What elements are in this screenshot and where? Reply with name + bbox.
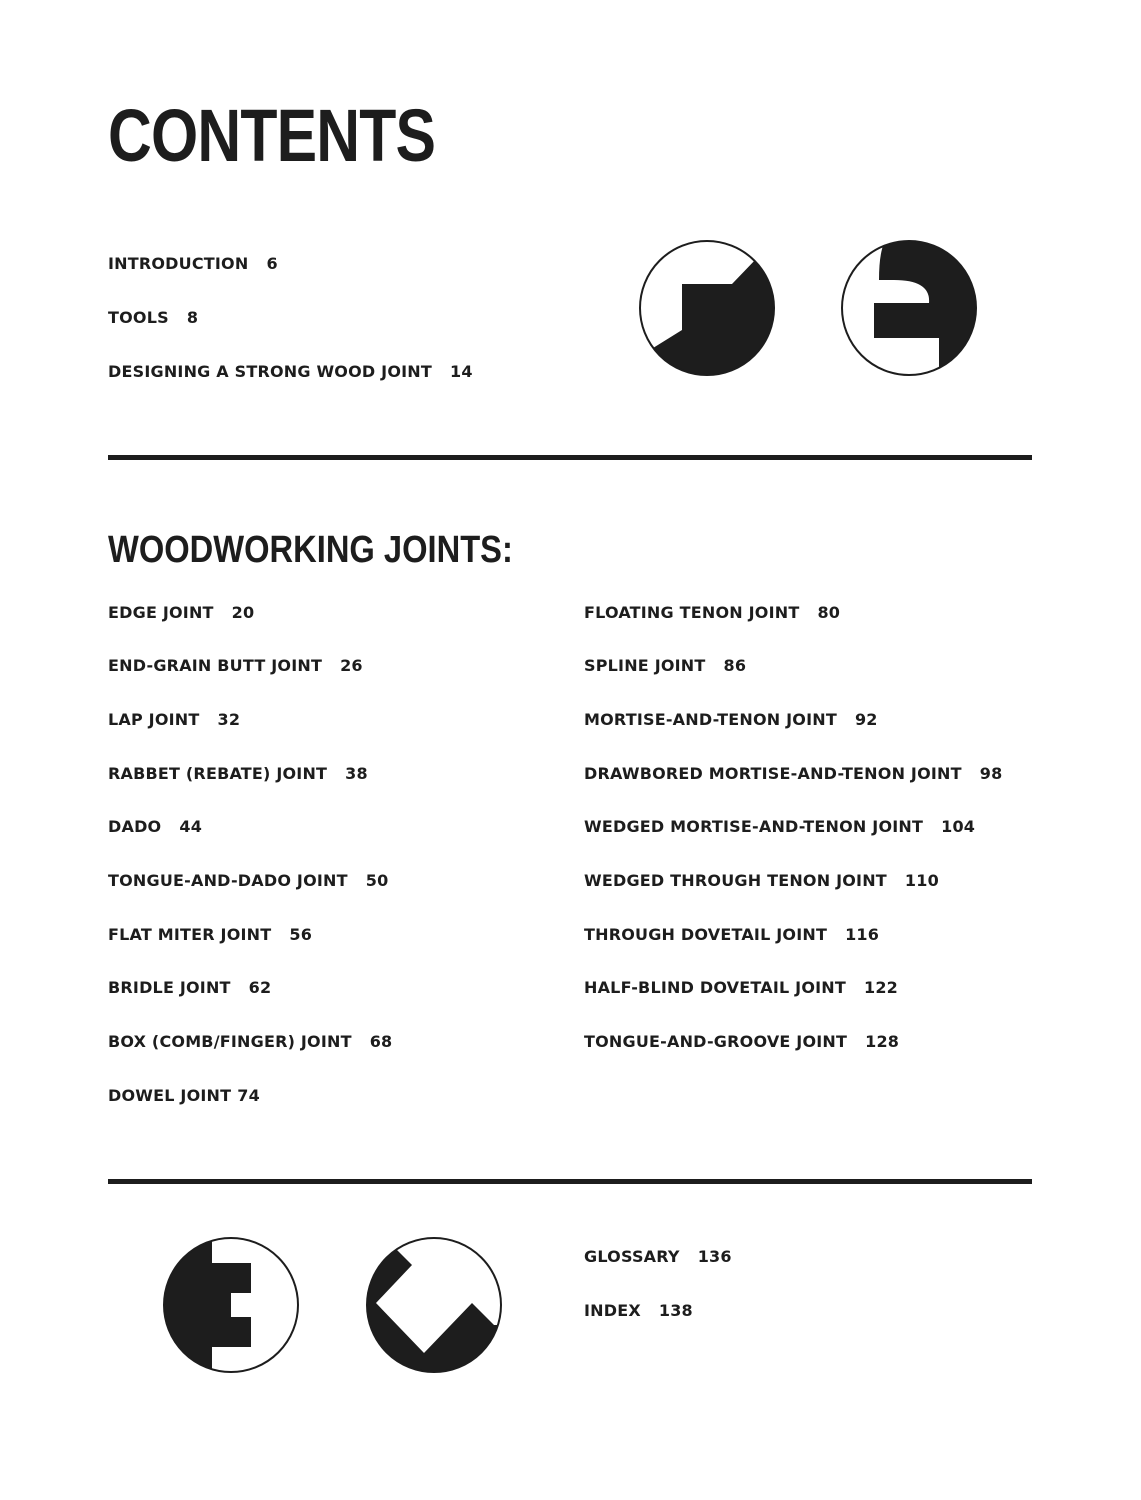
toc-entry-page: 136 <box>697 1247 732 1266</box>
toc-entry-label: EDGE JOINT <box>108 603 214 622</box>
toc-entry-wedged-mortise-and-tenon-joint[interactable] <box>584 817 975 837</box>
toc-entry-label: INTRODUCTION <box>108 254 249 273</box>
toc-entry-page: 86 <box>723 656 747 675</box>
toc-entry-label: THROUGH DOVETAIL JOINT <box>584 925 828 944</box>
toc-entry-flat-miter-joint[interactable] <box>108 925 312 945</box>
toc-entry-page: 92 <box>854 710 878 729</box>
toc-entry-tongue-and-dado-joint[interactable] <box>108 871 388 891</box>
section-divider <box>108 1179 1032 1184</box>
rabbet-joint-icon <box>637 238 777 378</box>
toc-entry-label: INDEX <box>584 1301 641 1320</box>
toc-entry-tongue-and-groove-joint[interactable] <box>584 1032 899 1052</box>
toc-entry-end-grain-butt-joint[interactable] <box>108 656 363 676</box>
toc-entry-label: WEDGED THROUGH TENON JOINT <box>584 871 887 890</box>
toc-entry-page: 6 <box>266 254 278 273</box>
toc-entry-label: GLOSSARY <box>584 1247 680 1266</box>
toc-entry-page: 128 <box>865 1032 900 1051</box>
toc-entry-label: SPLINE JOINT <box>584 656 706 675</box>
toc-entry-floating-tenon-joint[interactable] <box>584 603 840 623</box>
toc-entry-label: RABBET (REBATE) JOINT <box>108 764 328 783</box>
toc-entry-label: DRAWBORED MORTISE-AND-TENON JOINT <box>584 764 962 783</box>
toc-entry-page: 110 <box>904 871 939 890</box>
toc-entry-page: 50 <box>365 871 389 890</box>
toc-entry-dowel-joint[interactable] <box>108 1086 260 1106</box>
toc-entry-mortise-and-tenon-joint[interactable] <box>584 710 878 730</box>
toc-entry-introduction[interactable] <box>108 254 278 274</box>
toc-entry-page: 116 <box>845 925 880 944</box>
tongue-joint-icon <box>839 238 979 378</box>
toc-entry-label: WEDGED MORTISE-AND-TENON JOINT <box>584 817 924 836</box>
toc-entry-label: DOWEL JOINT <box>108 1086 232 1105</box>
toc-entry-page: 74 <box>237 1086 260 1105</box>
toc-entry-tools[interactable] <box>108 308 198 328</box>
toc-entry-page: 44 <box>179 817 203 836</box>
page-title: CONTENTS <box>108 94 436 177</box>
toc-entry-index[interactable] <box>584 1301 693 1321</box>
toc-entry-lap-joint[interactable] <box>108 710 240 730</box>
section-heading-joints: WOODWORKING JOINTS: <box>108 529 513 571</box>
toc-entry-page: 32 <box>217 710 241 729</box>
toc-entry-page: 20 <box>231 603 255 622</box>
toc-entry-designing[interactable] <box>108 362 473 382</box>
toc-entry-page: 104 <box>941 817 976 836</box>
toc-entry-through-dovetail-joint[interactable] <box>584 925 879 945</box>
dovetail-corner-icon <box>364 1235 504 1375</box>
toc-entry-box-joint[interactable] <box>108 1032 392 1052</box>
toc-entry-label: FLAT MITER JOINT <box>108 925 272 944</box>
toc-entry-label: HALF-BLIND DOVETAIL JOINT <box>584 978 846 997</box>
toc-entry-label: BRIDLE JOINT <box>108 978 231 997</box>
toc-entry-spline-joint[interactable] <box>584 656 746 676</box>
toc-entry-label: MORTISE-AND-TENON JOINT <box>584 710 837 729</box>
toc-entry-glossary[interactable] <box>584 1247 732 1267</box>
section-divider <box>108 455 1032 460</box>
toc-entry-edge-joint[interactable] <box>108 603 254 623</box>
toc-entry-page: 38 <box>345 764 368 783</box>
toc-entry-label: TOOLS <box>108 308 169 327</box>
toc-entry-label: BOX (COMB/FINGER) JOINT <box>108 1032 352 1051</box>
toc-entry-label: FLOATING TENON JOINT <box>584 603 800 622</box>
toc-entry-page: 8 <box>186 308 199 327</box>
toc-entry-drawbored-mortise-and-tenon-joint[interactable] <box>584 764 1002 784</box>
toc-entry-dado[interactable] <box>108 817 202 837</box>
toc-entry-label: DESIGNING A STRONG WOOD JOINT <box>108 362 432 381</box>
toc-entry-bridle-joint[interactable] <box>108 978 271 998</box>
toc-entry-page: 62 <box>248 978 272 997</box>
toc-entry-half-blind-dovetail-joint[interactable] <box>584 978 898 998</box>
toc-entry-page: 98 <box>979 764 1003 783</box>
toc-entry-label: TONGUE-AND-GROOVE JOINT <box>584 1032 848 1051</box>
toc-entry-rabbet-joint[interactable] <box>108 764 368 784</box>
toc-entry-wedged-through-tenon-joint[interactable] <box>584 871 939 891</box>
toc-entry-label: LAP JOINT <box>108 710 200 729</box>
toc-entry-page: 68 <box>369 1032 393 1051</box>
toc-entry-label: END-GRAIN BUTT JOINT <box>108 656 323 675</box>
toc-entry-label: TONGUE-AND-DADO JOINT <box>108 871 348 890</box>
toc-entry-page: 138 <box>658 1301 693 1320</box>
toc-entry-page: 80 <box>817 603 841 622</box>
toc-entry-page: 26 <box>340 656 363 675</box>
toc-entry-page: 122 <box>863 978 898 997</box>
toc-entry-page: 56 <box>289 925 313 944</box>
finger-joint-icon <box>161 1235 301 1375</box>
toc-entry-page: 14 <box>449 362 473 381</box>
toc-entry-label: DADO <box>108 817 162 836</box>
